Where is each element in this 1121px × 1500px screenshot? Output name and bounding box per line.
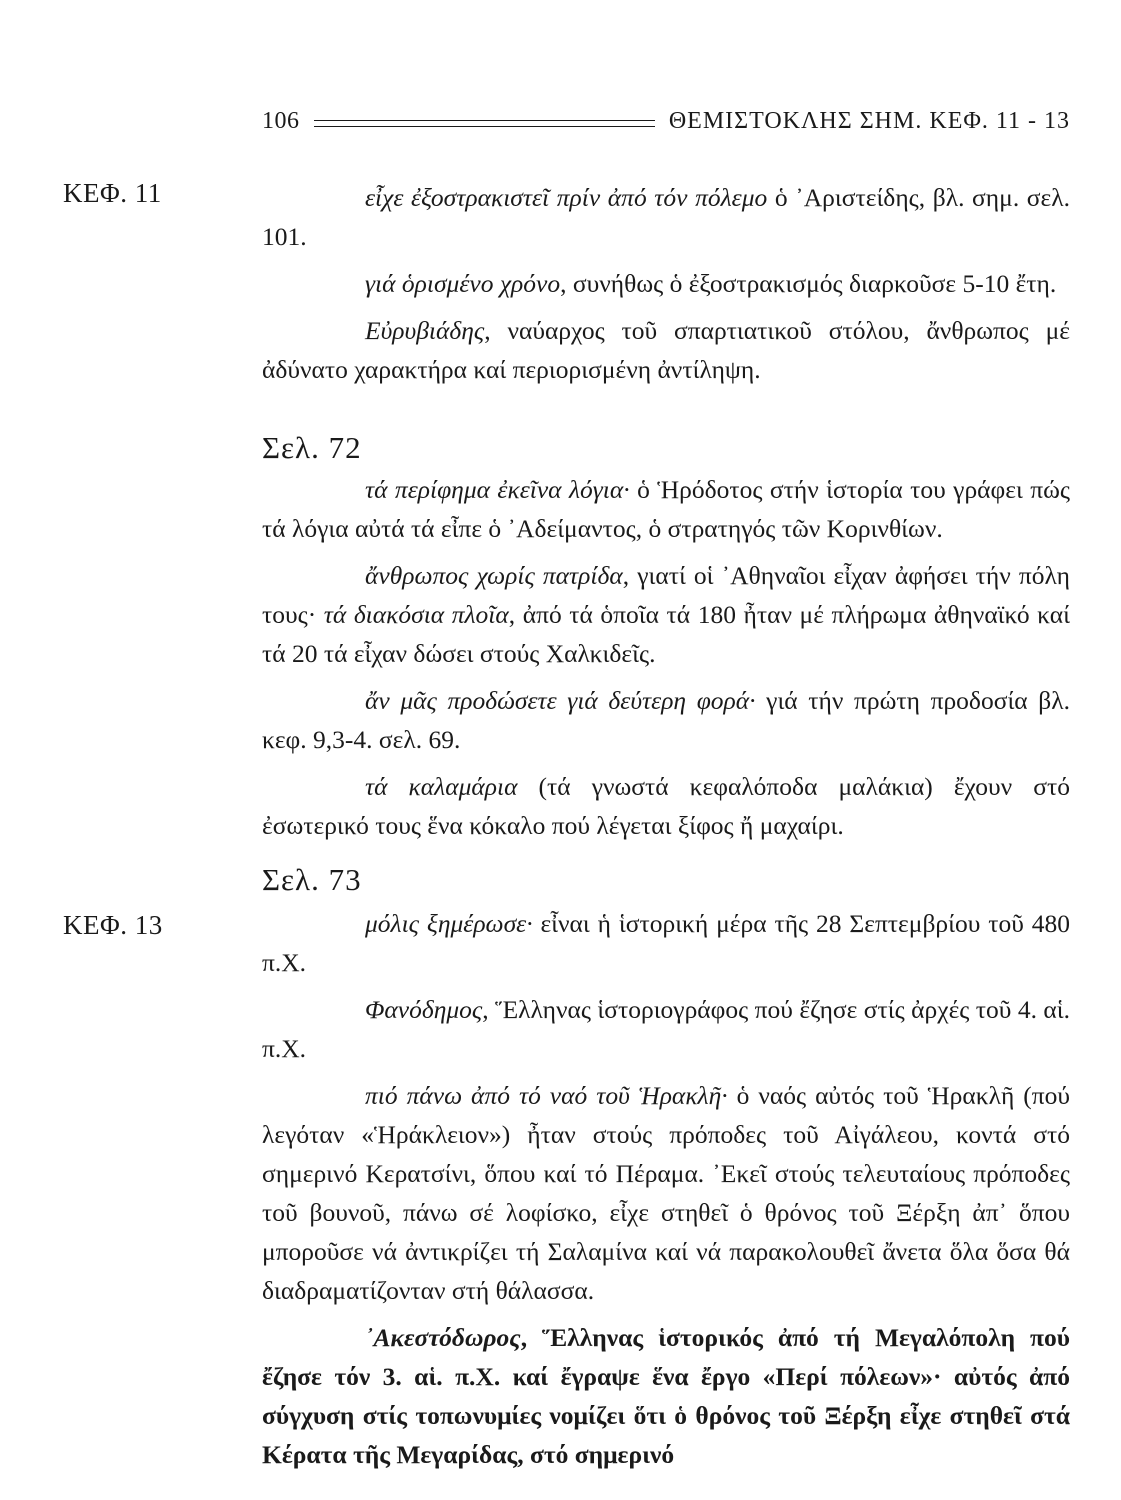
note-paragraph [262, 904, 1070, 982]
note-term: ἄνθρωπος χωρίς πατρίδα [365, 561, 623, 590]
note-paragraph [262, 556, 1070, 673]
section-heading-sel-72: Σελ. 72 [262, 430, 362, 465]
note-text: εἶναι ἡ ἱστορική μέρα τῆς 28 Σεπτεμβρίου τοῦ 480 π.Χ. [262, 909, 1071, 977]
note-term: γιά ὁρισμένο χρόνο [365, 269, 561, 298]
note-paragraph [262, 178, 1070, 256]
note-paragraph [262, 990, 1070, 1068]
note-text: , Ἕλληνας ἱστοριογράφος πού ἔζησε στίς ἀρχές τοῦ 4. αἱ. π.Χ. [262, 995, 1070, 1063]
note-paragraph [262, 264, 1070, 303]
note-term: τά περίφημα ἐκεῖνα λόγια· [365, 475, 630, 504]
note-term: πιό πάνω ἀπό τό ναό τοῦ Ἡρακλῆ· [365, 1081, 728, 1110]
note-term: Εὐρυβιάδης [365, 316, 485, 345]
note-term: Φανόδημος [365, 995, 483, 1024]
margin-chapter-11: ΚΕΦ. 11 [63, 178, 162, 208]
section-heading-sel-73: Σελ. 73 [262, 862, 362, 897]
header-double-rule [314, 120, 655, 127]
note-text: , ναύαρχος τοῦ σπαρτιατικοῦ στόλου, ἄνθρωπος μέ ἀδύνατο χαρακτήρα καί περιορισμένη ἀντίληψη. [262, 316, 1070, 384]
notes-block-3 [262, 904, 1070, 1474]
note-term: τά καλαμάρια [365, 772, 518, 801]
note-text: , γιατί οἱ ᾿Αθηναῖοι εἶχαν ἀφήσει τήν πόλη τους· [262, 561, 1070, 629]
note-text: , συνήθως ὁ ἐξοστρακισμός διαρκοῦσε 5-10 ἔτη. [560, 269, 1057, 298]
note-text: ὁ ᾿Αριστείδης, βλ. σημ. σελ. 101. [262, 183, 1070, 251]
margin-chapter-13: ΚΕΦ. 13 [63, 910, 163, 940]
note-text: ὁ Ἡρόδοτος στήν ἱστορία του γράφει πώς τά λόγια αὐτά τά εἶπε ὁ ᾿Αδείμαντος, ὁ στρατηγός τῶν Κορινθίων. [262, 475, 1070, 543]
note-text: , ἀπό τά ὁποῖα τά 180 ἦταν μέ πλήρωμα ἀθηναϊκό καί τά 20 τά εἶχαν δώσει στούς Χαλκιδεῖς. [262, 600, 1070, 668]
note-paragraph [262, 1318, 1070, 1474]
running-title: ΘΕΜΙΣΤΟΚΛΗΣ ΣΗΜ. ΚΕΦ. 11 - 13 [668, 107, 1070, 134]
note-term: ᾿Ακεστόδωρος [365, 1323, 521, 1352]
running-header [262, 106, 1070, 136]
note-paragraph [262, 470, 1070, 548]
note-text: , Ἕλληνας ἱστορικός ἀπό τή Μεγαλόπολη πού ἔζησε τόν 3. αἱ. π.Χ. καί ἔγραψε ἕνα ἔργο «Περί πόλεων»· αὐτός ἀπό σύγχυση στίς τοπωνυμίες νομίζει ὅτι ὁ θρόνος τοῦ Ξέρξη εἶχε στηθεῖ στά Κέρατα τῆς Μεγαρίδας, στό σημερινό [262, 1323, 1070, 1469]
note-paragraph [262, 681, 1070, 759]
note-paragraph [262, 1076, 1070, 1310]
note-term: μόλις ξημέρωσε· [365, 909, 533, 938]
note-paragraph [262, 311, 1070, 389]
note-text: (τά γνωστά κεφαλόποδα μαλάκια) ἔχουν στό ἐσωτερικό τους ἕνα κόκαλο πού λέγεται ξίφος ἤ μαχαίρι. [262, 772, 1070, 840]
note-term: τά διακόσια πλοῖα [323, 600, 509, 629]
page-number: 106 [262, 107, 300, 134]
note-term: ἄν μᾶς προδώσετε γιά δεύτερη φορά· [365, 686, 756, 715]
notes-block-1 [262, 178, 1070, 389]
note-paragraph [262, 767, 1070, 845]
note-text: γιά τήν πρώτη προδοσία βλ. κεφ. 9,3-4. σελ. 69. [262, 686, 1070, 754]
note-text: ὁ ναός αὐτός τοῦ Ἡρακλῆ (πού λεγόταν «Ἡράκλειον») ἦταν στούς πρόποδες τοῦ Αἰγάλεου, κοντά στό σημερινό Κερατσίνι, ὅπου καί τό Πέραμα. ᾿Εκεῖ στούς τελευταίους πρόποδες τοῦ βουνοῦ, πάνω σέ λοφίσκο, εἶχε στηθεῖ ὁ θρόνος τοῦ Ξέρξη ἀπ᾿ ὅπου μποροῦσε νά ἀντικρίζει τή Σαλαμίνα καί νά παρακολουθεῖ ἄνετα ὅλα ὅσα θά διαδραματίζονταν στή θάλασσα. [262, 1081, 1070, 1305]
note-term: εἶχε ἐξοστρακιστεῖ πρίν ἀπό τόν πόλεμο [365, 183, 768, 212]
notes-block-2 [262, 470, 1070, 845]
